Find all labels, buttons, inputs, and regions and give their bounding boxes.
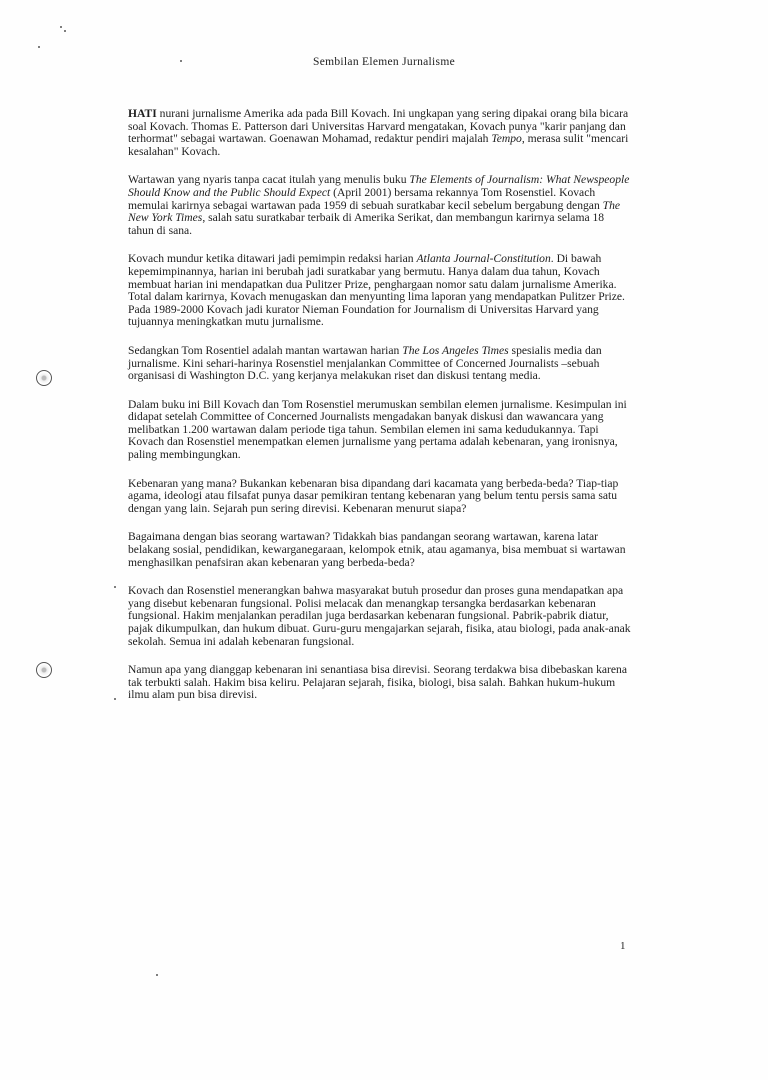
paragraph-6: Kebenaran yang mana? Bukankan kebenaran bisa dipandang dari kacamata yang berbeda-beda? Tiap-tiap agama, ideologi atau filsafat punya dasar pemikiran tentang kebenaran yang belum tentu persis sama satu dengan yang lain. Sejarah pun sering direvisi. Kebenaran menurut siapa? [128, 476, 619, 515]
scan-speck [156, 974, 158, 976]
paragraph-8: Kovach dan Rosenstiel menerangkan bahwa masyarakat butuh prosedur dan proses guna mendapatkan apa yang disebut kebenaran fungsional. Polisi melacak dan menangkap tersangka berdasarkan kebenaran fungsional. Hakim menjalankan peradilan juga berdasarkan kebenaran fungsional. Pabrik-pabrik diatur, pajak dikumpulkan, dan hukum dibuat. Guru-guru mengajarkan sejarah, fisika, atau biologi, pada anak-anak sekolah. Semua ini adalah kebenaran fungsional. [128, 584, 631, 648]
paragraph-7: Bagaimana dengan bias seorang wartawan? Tidakkah bias pandangan seorang wartawan, karena latar belakang sosial, pendidikan, kewarganegaraan, kelompok etnik, atau agamanya, bisa membuat si wartawan menghasilkan penafsiran akan kebenaran yang berbeda-beda? [128, 530, 626, 569]
text: spesialis media dan jurnalisme. Kini sehari-harinya Rosenstiel menjalankan Committee of Concerned Journalists –sebuah organisasi di Washington D.C. yang kerjanya melakukan riset dan diskusi tentang media. [128, 343, 602, 383]
newspaper-title: Atlanta Journal-Constitution [416, 252, 551, 266]
scan-speck [60, 26, 62, 28]
paragraph-3 [128, 253, 632, 329]
punch-hole-icon [36, 370, 52, 386]
lead-word: HATI [128, 107, 157, 120]
page-number: 1 [620, 940, 626, 952]
magazine-title: Tempo [491, 132, 522, 146]
punch-hole-icon [36, 662, 52, 678]
document-title: Sembilan Elemen Jurnalisme [313, 56, 455, 68]
text: Sedangkan Tom Rosentiel adalah mantan wartawan harian [128, 343, 403, 357]
scan-speck [114, 698, 116, 700]
text: (April 2001) bersama rekannya Tom Rosenstiel. Kovach memulai karirnya sebagai wartawan pada 1959 di sebuah suratkabar kecil sebelum bergabung dengan [128, 185, 603, 212]
text: nurani jurnalisme Amerika ada pada Bill Kovach. Ini ungkapan yang sering dipakai orang bila bicara soal Kovach. Thomas E. Patterson dari Universitas Harvard mengatakan, Kovach punya "karir panjang dan terhormat" sebagai wartawan. Goenawan Mohamad, redaktur pendiri majalah [128, 107, 629, 146]
paragraph-1 [128, 108, 632, 158]
scan-speck [114, 586, 116, 588]
newspaper-title: The Los Angeles Times [402, 343, 509, 357]
text: Kovach mundur ketika ditawari jadi pemimpin redaksi harian [128, 252, 417, 266]
paragraph-9: Namun apa yang dianggap kebenaran ini senantiasa bisa direvisi. Seorang terdakwa bisa dibebaskan karena tak terbukti salah. Hakim bisa keliru. Pelajaran sejarah, fisika, biologi, bisa salah. Bahkan hukum-hukum ilmu alam pun bisa direvisi. [128, 663, 627, 702]
newspaper-title: The New York Times [128, 198, 621, 225]
text: . Di bawah kepemimpinannya, harian ini berubah jadi suratkabar yang bermutu. Hanya dalam dua tahun, Kovach membuat harian ini mendapatkan dua Pulitzer Prize, penghargaan nomor satu dalam jurnalisme Amerika. Total dalam karirnya, Kovach menugaskan dan menyunting lima laporan yang mendapatkan Pulitzer Prize. Pada 1989-2000 Kovach jadi kurator Nieman Foundation for Journalism di Universitas Harvard yang tujuannya meningkatkan mutu jurnalisme. [128, 252, 625, 329]
text: , salah satu suratkabar terbaik di Amerika Serikat, dan membangun karirnya selama 18 tahun di sana. [128, 211, 605, 237]
text: , merasa sulit "mencari kesalahan" Kovach. [128, 132, 629, 158]
scan-speck [64, 30, 66, 32]
document-body [128, 108, 632, 718]
book-title: The Elements of Journalism: What Newspeople Should Know and the Public Should Expect [128, 173, 630, 199]
paragraph-5: Dalam buku ini Bill Kovach dan Tom Rosenstiel merumuskan sembilan elemen jurnalisme. Kesimpulan ini didapat setelah Committee of Concerned Journalists mengadakan banyak diskusi dan wawancara yang melibatkan 1.200 wartawan dalam periode tiga tahun. Sembilan elemen ini sama kedudukannya. Tapi Kovach dan Rosenstiel menempatkan elemen jurnalisme yang pertama adalah kebenaran, yang ironisnya, paling membingungkan. [128, 397, 627, 462]
scan-speck [38, 46, 40, 48]
paragraph-4 [128, 345, 632, 383]
text: Wartawan yang nyaris tanpa cacat itulah yang menulis buku [128, 173, 410, 187]
paragraph-2 [128, 174, 632, 237]
